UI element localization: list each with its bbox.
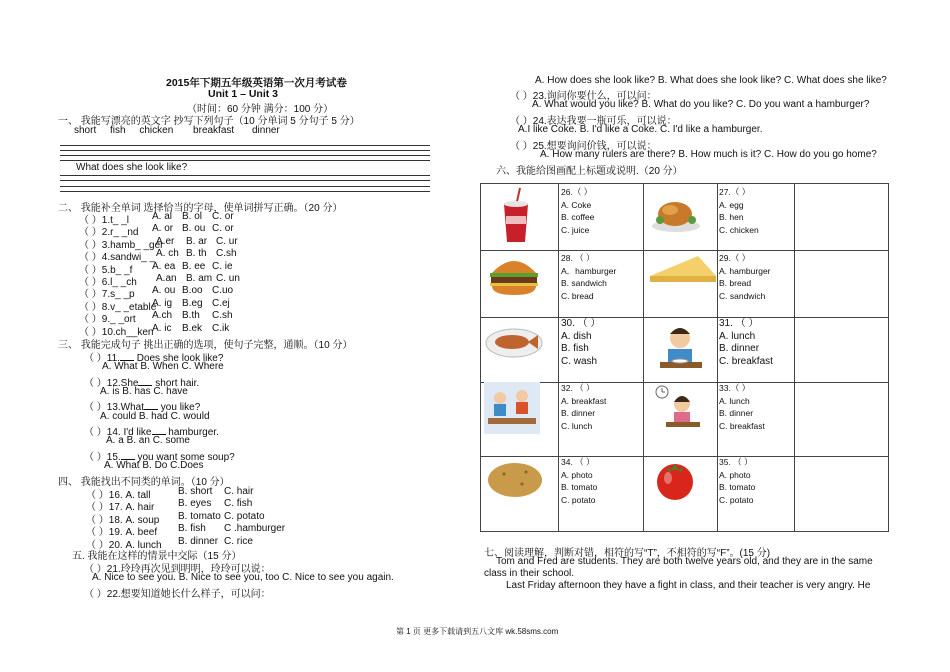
- picture-option-cell: [561, 252, 616, 302]
- picture-question-number: 26.（ ）: [561, 187, 593, 197]
- spelling-option: C.ik: [212, 322, 230, 334]
- picture-option: B. tomato: [719, 482, 756, 492]
- tomato-icon: [654, 458, 696, 502]
- odd-word-option: C .hamburger: [224, 523, 286, 535]
- answer-blank: [138, 377, 152, 386]
- picture-option: C. breakfast: [719, 420, 765, 431]
- odd-word-option: C. fish: [224, 498, 253, 510]
- writing-line: [60, 150, 430, 151]
- answer-blank: [152, 426, 166, 435]
- picture-option: C. breakfast: [719, 355, 773, 367]
- spelling-question: （ ）3.hamb_ _ger: [79, 239, 164, 251]
- copy-sentence: What does she look like?: [76, 162, 188, 173]
- answer-blank: [144, 401, 158, 410]
- family-dinner-icon: [484, 382, 540, 434]
- reading-paragraph-line: Last Friday afternoon they have a fight in class, and their teacher is very angry. He: [506, 580, 871, 591]
- dialogue-options: A.I like Coke. B. I'd like a Coke. C. I'd like a hamburger.: [518, 124, 763, 135]
- picture-option: A. photo: [719, 469, 751, 480]
- question-text: Does she look like?: [133, 353, 224, 364]
- odd-word-option: C. potato: [224, 510, 265, 522]
- copy-word: dinner: [251, 125, 280, 136]
- picture-option: B. tomato: [561, 482, 598, 492]
- picture-option: B. fish: [561, 343, 589, 354]
- spelling-option: A. ea: [152, 260, 176, 272]
- spelling-option: C. un: [216, 273, 240, 284]
- unit-range: Unit 1 – Unit 3: [208, 88, 279, 100]
- spelling-question: （ ）1.t_ _l: [79, 215, 130, 226]
- question-number: （ ）13.What: [84, 402, 145, 414]
- picture-option: C. potato: [561, 494, 596, 505]
- spelling-option: A. al: [152, 211, 173, 222]
- spelling-option: B.oo: [182, 285, 203, 297]
- spelling-option: A.ch: [152, 310, 173, 322]
- writing-line: [60, 186, 430, 187]
- question-text: you like?: [158, 402, 201, 414]
- picture-option-cell: [561, 382, 606, 432]
- spelling-option: B. ou: [182, 223, 206, 235]
- section-3-heading: 三、 我能完成句子 挑出正确的选项，使句子完整，通顺。（10 分）: [58, 340, 353, 351]
- picture-option: A. Coke: [561, 199, 592, 210]
- section-5-heading: 五. 我能在这样的情景中交际（15 分）: [72, 551, 242, 562]
- spelling-option: A.an: [156, 273, 177, 284]
- spelling-option: C.sh: [216, 248, 237, 260]
- picture-option-cell: [719, 186, 759, 236]
- copy-word: short: [74, 125, 97, 136]
- dialogue-question: （ ）23.询问你要什么，可以问：: [510, 91, 657, 102]
- copy-word-list: [74, 125, 280, 136]
- picture-option: B. dinner: [719, 343, 760, 354]
- picture-option: C. potato: [719, 494, 754, 505]
- picture-question-number: 30. （ ）: [561, 318, 601, 329]
- spelling-question: （ ）10.ch__ken: [79, 326, 154, 338]
- odd-word-option: C. hair: [224, 486, 254, 497]
- spelling-question: （ ）9._ _ort: [79, 314, 136, 326]
- potato-icon: [486, 460, 544, 500]
- picture-question-number: 29.（ ）: [719, 253, 751, 263]
- odd-word-option: B. tomato: [178, 510, 221, 522]
- spelling-option: C. or: [212, 223, 234, 235]
- question-text: you want some soup?: [134, 451, 235, 463]
- dialogue-options: A. Nice to see you. B. Nice to see you, too C. Nice to see you again.: [92, 572, 394, 583]
- picture-question-number: 34. （ ）: [561, 457, 595, 467]
- question-text: hamburger.: [165, 427, 219, 439]
- spelling-option: B.ek: [182, 322, 203, 334]
- odd-word-question: （ ）19. A. beef: [86, 527, 158, 539]
- picture-option: C. wash: [561, 355, 598, 367]
- question-number: （ ）11.: [84, 353, 120, 364]
- picture-option: A. egg: [719, 199, 744, 210]
- question-number: （ ）12.She: [84, 377, 139, 389]
- reading-paragraph-line: Tom and Fred are students. They are both twelve years old, and they are in the same: [496, 556, 873, 567]
- picture-option: C. lunch: [561, 420, 593, 431]
- picture-option: C. juice: [561, 224, 590, 235]
- spelling-option: C. ie: [212, 260, 233, 272]
- spelling-option: A. ou: [152, 285, 176, 297]
- dialogue-question: （ ）22.想要知道她长什么样子，可以问：: [84, 589, 271, 600]
- dialogue-question: （ ）25.想要询问价钱，可以说：: [510, 141, 657, 152]
- picture-question-number: 33.（ ）: [719, 383, 751, 393]
- spelling-option: C.sh: [212, 310, 233, 322]
- boy-eating-icon: [658, 322, 704, 372]
- spelling-option: A. ch: [156, 248, 179, 260]
- picture-option: B. dinner: [561, 408, 596, 418]
- spelling-option: A. ig: [152, 297, 173, 309]
- picture-option-cell: [561, 318, 600, 368]
- picture-option-cell: [719, 252, 771, 302]
- dialogue-question: （ ）21.玲玲再次见到明明，玲玲可以说：: [84, 564, 271, 575]
- exam-title: 2015年下期五年级英语第一次月考试卷: [166, 77, 347, 89]
- picture-option: C. chicken: [719, 224, 759, 235]
- picture-question-number: 27.（ ）: [719, 187, 751, 197]
- copy-word: breakfast: [193, 125, 235, 136]
- odd-word-question: （ ）16. A. tall: [86, 490, 151, 501]
- picture-option: A. photo: [561, 469, 593, 480]
- spelling-question: （ ）6.l_ _ch: [79, 277, 137, 288]
- fish-dish-icon: [484, 325, 544, 359]
- dialogue-options: A. What would you like? B. What do you like? C. Do you want a hamburger?: [532, 99, 870, 110]
- spelling-option: B.eg: [182, 297, 203, 309]
- spelling-question: （ ）7.s_ _p: [79, 289, 135, 301]
- writing-line: [60, 155, 430, 156]
- sentence-options: A. What B. When C. Where: [102, 361, 224, 373]
- question-text: short hair.: [152, 377, 200, 389]
- girl-breakfast-icon: [654, 384, 704, 432]
- sentence-options: A. a B. an C. some: [106, 435, 190, 447]
- odd-word-option: B. short: [178, 486, 213, 497]
- sentence-options: A. What B. Do C.Does: [104, 460, 204, 472]
- odd-word-option: B. dinner: [178, 535, 219, 547]
- question-number: （ ）14. I'd like: [84, 427, 152, 439]
- answer-blank: [121, 451, 135, 460]
- spelling-option: B. ar: [186, 235, 208, 247]
- section-1-heading: 一、 我能写漂亮的英文字 抄写下列句子（10 分单词 5 分句子 5 分）: [58, 116, 360, 127]
- spelling-option: B. th: [186, 248, 207, 260]
- spelling-option: C. ur: [216, 235, 238, 247]
- spelling-option: C.ej: [212, 297, 230, 309]
- section-4-heading: 四、 我能找出不同类的单词。（10 分）: [58, 477, 230, 488]
- picture-option: A. dish: [561, 330, 592, 342]
- dialogue-options: A. How many rulers are there? B. How much is it? C. How do you go home?: [540, 149, 877, 160]
- spelling-option: B. ol: [182, 211, 203, 222]
- copy-word: fish: [110, 125, 126, 136]
- hamburger-icon: [486, 251, 542, 299]
- answer-blank: [120, 352, 134, 361]
- picture-option-cell: [719, 456, 755, 506]
- spelling-option: B. ee: [182, 260, 206, 272]
- spelling-question: （ ）4.sandwi_ _: [79, 252, 156, 264]
- spelling-option: A.er: [156, 235, 175, 247]
- section-6-heading: 六、我能给图画配上标题或说明.（20 分）: [496, 166, 683, 177]
- dialogue-options: A. How does she look like? B. What does she look like? C. What does she like?: [535, 75, 887, 86]
- picture-question-number: 28. （ ）: [561, 253, 595, 263]
- odd-word-question: （ ）20. A. lunch: [86, 539, 162, 551]
- picture-option-cell: [561, 186, 594, 236]
- spelling-option: B. am: [186, 273, 213, 284]
- spelling-question: （ ）2.r_ _nd: [79, 227, 139, 239]
- sandwich-icon: [648, 254, 718, 284]
- question-number: （ ）15.: [84, 451, 121, 463]
- spelling-question: （ ）8.v_ _etable: [79, 301, 157, 313]
- drink-icon: [496, 186, 536, 246]
- picture-option: B. hen: [719, 212, 744, 222]
- picture-option: A. hamburger: [719, 265, 771, 276]
- spelling-option: A. or: [152, 223, 174, 235]
- odd-word-option: B. fish: [178, 523, 206, 535]
- writing-line: [60, 160, 430, 161]
- odd-word-question: （ ）18. A. soup: [86, 514, 160, 526]
- odd-word-question: （ ）17. A. hair: [86, 502, 155, 514]
- page-footer: 第 1 页 更多下载请到五八文库 wk.58sms.com: [396, 627, 559, 636]
- picture-option: B. bread: [719, 278, 752, 288]
- picture-option: B. dinner: [719, 408, 754, 418]
- picture-option: B. sandwich: [561, 278, 607, 288]
- copy-word: chicken: [139, 125, 174, 136]
- writing-line: [60, 175, 430, 176]
- dialogue-question: （ ）24.表达我要一瓶可乐，可以说：: [510, 116, 677, 127]
- writing-line: [60, 180, 430, 181]
- sentence-options: A. could B. had C. would: [100, 410, 210, 422]
- spelling-option: C.uo: [212, 285, 234, 297]
- picture-option: C. bread: [561, 290, 594, 301]
- picture-option: A．hamburger: [561, 265, 617, 276]
- picture-option: C. sandwich: [719, 290, 766, 301]
- reading-paragraph-line: class in their school.: [484, 568, 575, 579]
- picture-question-number: 31. （ ）: [719, 318, 759, 329]
- time-and-score: （时间：60 分钟 满分：100 分）: [187, 104, 334, 115]
- picture-option: A. lunch: [719, 395, 750, 406]
- picture-option: B. coffee: [561, 212, 595, 222]
- spelling-option: A. ic: [152, 322, 172, 334]
- picture-option: A. lunch: [719, 330, 756, 342]
- odd-word-option: B. eyes: [178, 498, 212, 510]
- picture-question-number: 35. （ ）: [719, 457, 753, 467]
- picture-option-cell: [719, 382, 765, 432]
- picture-option-cell: [561, 456, 597, 506]
- spelling-option: C. or: [212, 211, 234, 222]
- writing-line: [60, 145, 430, 146]
- section-2-heading: 二、 我能补全单词 选择恰当的字母，使单词拼写正确。（20 分）: [58, 203, 343, 214]
- section-7-heading: 七、阅读理解，判断对错，相符的写“T”，不相符的写“F”。(15 分): [484, 548, 771, 559]
- writing-line: [60, 191, 430, 192]
- picture-option-cell: [719, 318, 773, 368]
- spelling-question: （ ）5.b_ _f: [79, 264, 133, 276]
- picture-question-number: 32. （ ）: [561, 383, 595, 393]
- spelling-option: B.th: [182, 310, 200, 322]
- roast-chicken-icon: [650, 190, 702, 234]
- odd-word-option: C. rice: [224, 535, 253, 547]
- sentence-options: A. is B. has C. have: [100, 386, 188, 397]
- picture-option: A. breakfast: [561, 395, 607, 406]
